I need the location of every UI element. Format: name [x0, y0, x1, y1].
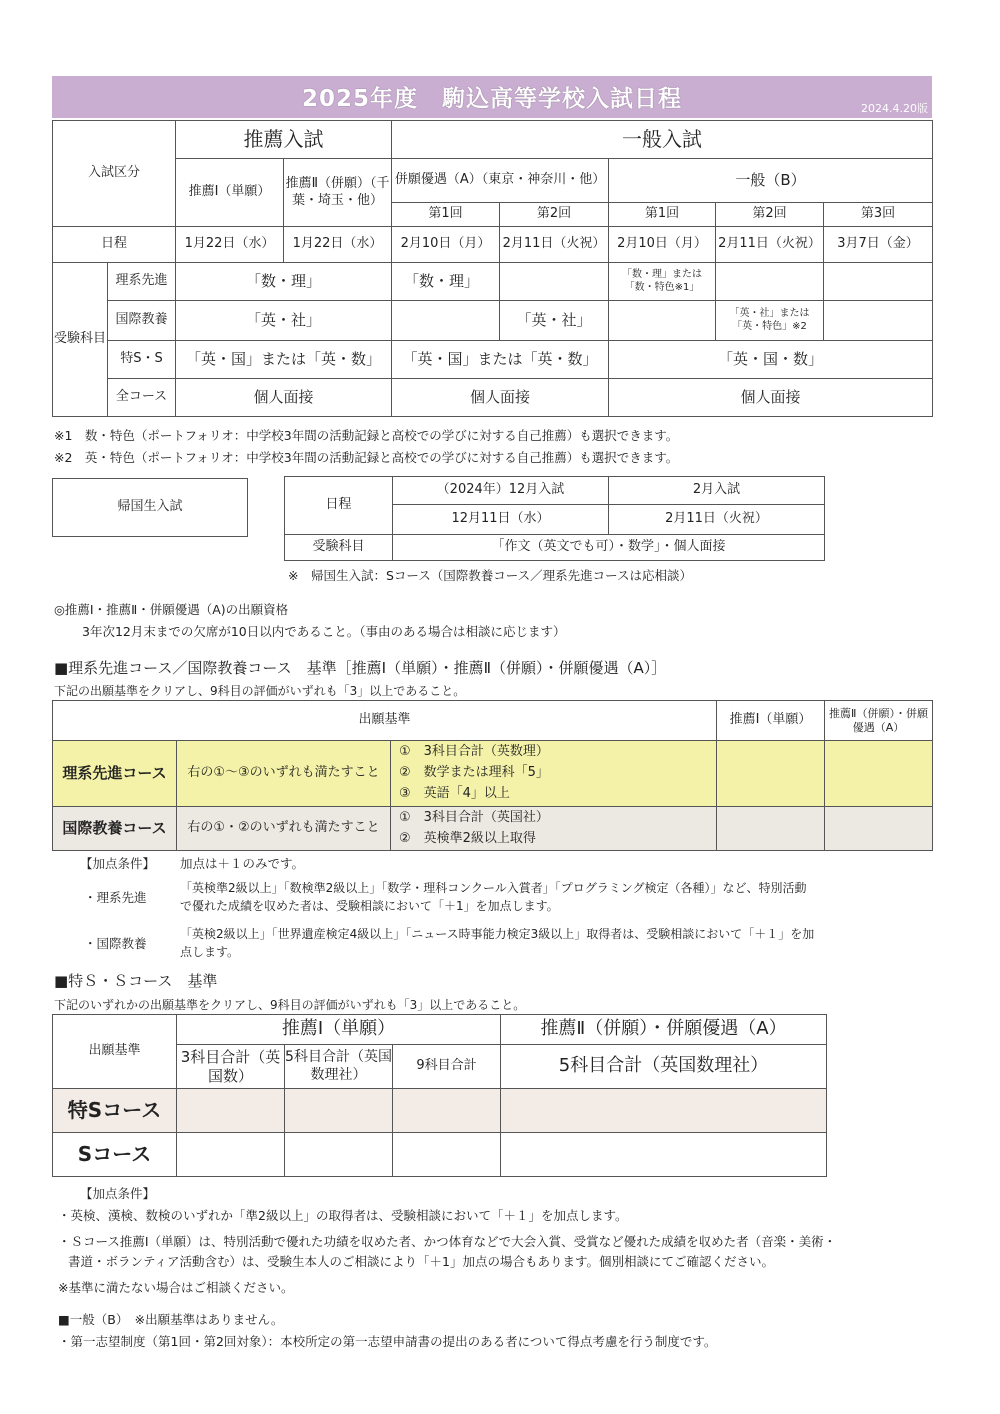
- criteria2-c3: 3科目合計（英国数）: [177, 1045, 285, 1089]
- empty-cell: [501, 1133, 827, 1177]
- kikoku-subjects: 「作文（英文でも可）・数学」・個人面接: [393, 535, 825, 561]
- kikoku-date-label: 日程: [285, 477, 393, 535]
- toku-label: 特S・S: [108, 341, 176, 379]
- empty-cell: [500, 263, 609, 301]
- kikoku-note: ※ 帰国生入試：Sコース（国際教養コース／理系先進コースは応相談）: [288, 568, 693, 583]
- criteria2-c5b: 5科目合計（英国数理社）: [501, 1045, 827, 1089]
- criteria1-s1: 推薦Ⅰ（単願）: [717, 701, 825, 741]
- kokusai-heigan: 「英・社」: [500, 301, 609, 341]
- criteria2-c9: 9科目合計: [393, 1045, 501, 1089]
- empty-cell: [825, 741, 933, 807]
- kikoku-dec: （2024年）12月入試: [393, 477, 609, 505]
- empty-cell: [177, 1133, 285, 1177]
- bonus1-kokusai-text1: 「英検2級以上」「世界遺産検定4級以上」「ニュース時事能力検定3級以上」取得者は、受験相談において「＋１」を加: [180, 927, 815, 941]
- subjects-label: 受験科目: [53, 263, 108, 417]
- rikei-item: ③ 英語「4」以上: [399, 785, 510, 801]
- version-label: 2024.4.20版: [861, 102, 928, 115]
- kikoku-feb-date: 2月11日（火祝）: [609, 505, 825, 535]
- toku-suisen: 「英・国」または「英・数」: [176, 341, 392, 379]
- kikoku-feb: 2月入試: [609, 477, 825, 505]
- empty-cell: [717, 741, 825, 807]
- ippanb-header: 一般（B）: [609, 159, 933, 203]
- date-label: 日程: [53, 227, 176, 263]
- bonus1-rikei-label: ・理系先進: [84, 890, 147, 905]
- kikoku-label: 帰国生入試: [53, 479, 248, 537]
- rikei-item: ① 3科目合計（英数理）: [399, 744, 549, 760]
- criteria1-sub: 下記の出願基準をクリアし、9科目の評価がいずれも「3」以上であること。: [54, 684, 466, 698]
- all-label: 全コース: [108, 379, 176, 417]
- bonus1-kokusai-text2: 点します。: [180, 945, 240, 959]
- empty-cell: [609, 301, 716, 341]
- rikei-ippan: 「数・理」または「数・特色※1」: [609, 263, 716, 301]
- kikoku-dec-date: 12月11日（水）: [393, 505, 609, 535]
- page-title: 2025年度 駒込高等学校入試日程: [301, 86, 682, 112]
- date-cell: 2月11日（火祝）: [500, 227, 609, 263]
- rikei-items: [391, 741, 717, 807]
- mensetsu-heigan: 個人面接: [392, 379, 609, 417]
- category-label: 入試区分: [53, 121, 176, 227]
- note-1: ※1 数・特色（ポートフォリオ：中学校3年間の活動記録と高校での学びに対する自己推薦）も選択できます。: [54, 428, 679, 443]
- empty-cell: [717, 807, 825, 851]
- date-cell: 2月10日（月）: [609, 227, 716, 263]
- eligibility-title: ◎推薦Ⅰ・推薦Ⅱ・併願優遇（A)の出願資格: [54, 602, 289, 617]
- rikei-course: 理系先進コース: [53, 741, 177, 807]
- note-2: ※2 英・特色（ポートフォリオ：中学校3年間の活動記録と高校での学びに対する自己推薦）も選択できます。: [54, 450, 679, 465]
- toku-ippan: 「英・国・数」: [609, 341, 933, 379]
- empty-cell: [824, 301, 933, 341]
- suisen2-header: 推薦Ⅱ（併願）（千葉・埼玉・他）: [284, 159, 392, 227]
- empty-cell: [285, 1089, 393, 1133]
- rikei-label: 理系先進: [108, 263, 176, 301]
- criteria1-heading: ■理系先進コース／国際教養コース 基準［推薦Ⅰ（単願）・推薦Ⅱ（併願）・併願優遇（A）］: [54, 659, 667, 677]
- criteria2-table: [52, 1014, 827, 1177]
- round-1b: 第1回: [609, 203, 716, 227]
- bonus2-line3: 書道・ボランティア活動含む）は、受験生本人のご相談により「＋1」加点の場合もあります。個別相談にてご確認ください。: [68, 1254, 774, 1269]
- suisen1-header: 推薦Ⅰ（単願）: [176, 159, 284, 227]
- bonus1-rikei-text1: 「英検準2級以上」「数検準2級以上」「数学・理科コンクール入賞者」「プログラミング検定（各種）」など、特別活動: [180, 881, 807, 895]
- round-2b: 第2回: [716, 203, 824, 227]
- kokusai-items: [391, 807, 717, 851]
- empty-cell: [285, 1133, 393, 1177]
- kokusai-course: 国際教養コース: [53, 807, 177, 851]
- footer-ippan: ■一般（B） ※出願基準はありません。: [58, 1312, 284, 1327]
- empty-cell: [177, 1089, 285, 1133]
- suisen-header: 推薦入試: [176, 121, 392, 159]
- bonus2-label: 【加点条件】: [80, 1186, 156, 1201]
- kokusai-suisen: 「英・社」: [176, 301, 392, 341]
- toku-course: 特Sコース: [53, 1089, 177, 1133]
- empty-cell: [501, 1089, 827, 1133]
- round-1: 第1回: [392, 203, 500, 227]
- date-cell: 2月10日（月）: [392, 227, 500, 263]
- bonus1-label: 【加点条件】: [80, 856, 156, 871]
- bonus2-line2: ・Ｓコース推薦Ⅰ（単願）は、特別活動で優れた功績を収めた者、かつ体育などで大会入賞、受賞など優れた成績を収めた者（音楽・美術・: [58, 1234, 837, 1249]
- round-3b: 第3回: [824, 203, 933, 227]
- rikei-item: ② 数学または理科「5」: [399, 765, 549, 781]
- schedule-table: [52, 120, 933, 417]
- criteria1-table: [52, 700, 933, 851]
- toku-heigan: 「英・国」または「英・数」: [392, 341, 609, 379]
- empty-cell: [393, 1133, 501, 1177]
- rikei-suisen: 「数・理」: [176, 263, 392, 301]
- date-cell: 2月11日（火祝）: [716, 227, 824, 263]
- criteria1-kijun: 出願基準: [53, 701, 717, 741]
- empty-cell: [393, 1089, 501, 1133]
- kikoku-label-box: [52, 478, 248, 537]
- bonus2-line1: ・英検、漢検、数検のいずれか「準2級以上」の取得者は、受験相談において「＋１」を加点します。: [58, 1208, 628, 1223]
- empty-cell: [825, 807, 933, 851]
- bonus1-rikei-text2: で優れた成績を収めた者は、受験相談において「＋1」を加点します。: [180, 899, 559, 913]
- criteria2-sub: 下記のいずれかの出願基準をクリアし、9科目の評価がいずれも「3」以上であること。: [54, 998, 526, 1012]
- heigan-header: 併願優遇（A）（東京・神奈川・他）: [392, 159, 609, 203]
- s-course: Sコース: [53, 1133, 177, 1177]
- bonus1-text: 加点は＋１のみです。: [180, 856, 305, 871]
- kikoku-subject-label: 受験科目: [285, 535, 393, 561]
- kokusai-label: 国際教養: [108, 301, 176, 341]
- empty-cell: [716, 263, 824, 301]
- ippan-header: 一般入試: [392, 121, 933, 159]
- kokusai-cond: 右の①・②のいずれも満たすこと: [177, 807, 391, 851]
- criteria2-heading: ■特Ｓ・Ｓコース 基準: [54, 972, 218, 990]
- date-cell: 1月22日（水）: [284, 227, 392, 263]
- kokusai-item: ① 3科目合計（英国社）: [399, 809, 549, 825]
- date-cell: 1月22日（水）: [176, 227, 284, 263]
- mensetsu-suisen: 個人面接: [176, 379, 392, 417]
- criteria2-kijun: 出願基準: [53, 1015, 177, 1089]
- eligibility-text: 3年次12月末までの欠席が10日以内であること。（事由のある場合は相談に応じます）: [82, 624, 566, 639]
- bonus1-kokusai-label: ・国際教養: [84, 936, 147, 951]
- date-cell: 3月7日（金）: [824, 227, 933, 263]
- round-2: 第2回: [500, 203, 609, 227]
- kikoku-table: [284, 476, 825, 561]
- footer-daiichi: ・第一志望制度（第1回・第2回対象）：本校所定の第一志望申請書の提出のある者について得点考慮を行う制度です。: [58, 1334, 717, 1349]
- bonus2-line4: ※基準に満たない場合はご相談ください。: [58, 1280, 294, 1295]
- empty-cell: [824, 263, 933, 301]
- rikei-cond: 右の①～③のいずれも満たすこと: [177, 741, 391, 807]
- criteria1-s2: 推薦Ⅱ（併願）・併願優遇（A）: [825, 701, 933, 741]
- kokusai-ippan: 「英・社」または「英・特色」※2: [716, 301, 824, 341]
- criteria2-s1: 推薦Ⅰ（単願）: [177, 1015, 501, 1045]
- rikei-heigan: 「数・理」: [392, 263, 500, 301]
- kokusai-item: ② 英検準2級以上取得: [399, 830, 536, 846]
- criteria2-s2: 推薦Ⅱ（併願）・併願優遇（A）: [501, 1015, 827, 1045]
- empty-cell: [392, 301, 500, 341]
- criteria2-c5: 5科目合計（英国数理社）: [285, 1045, 393, 1089]
- mensetsu-ippan: 個人面接: [609, 379, 933, 417]
